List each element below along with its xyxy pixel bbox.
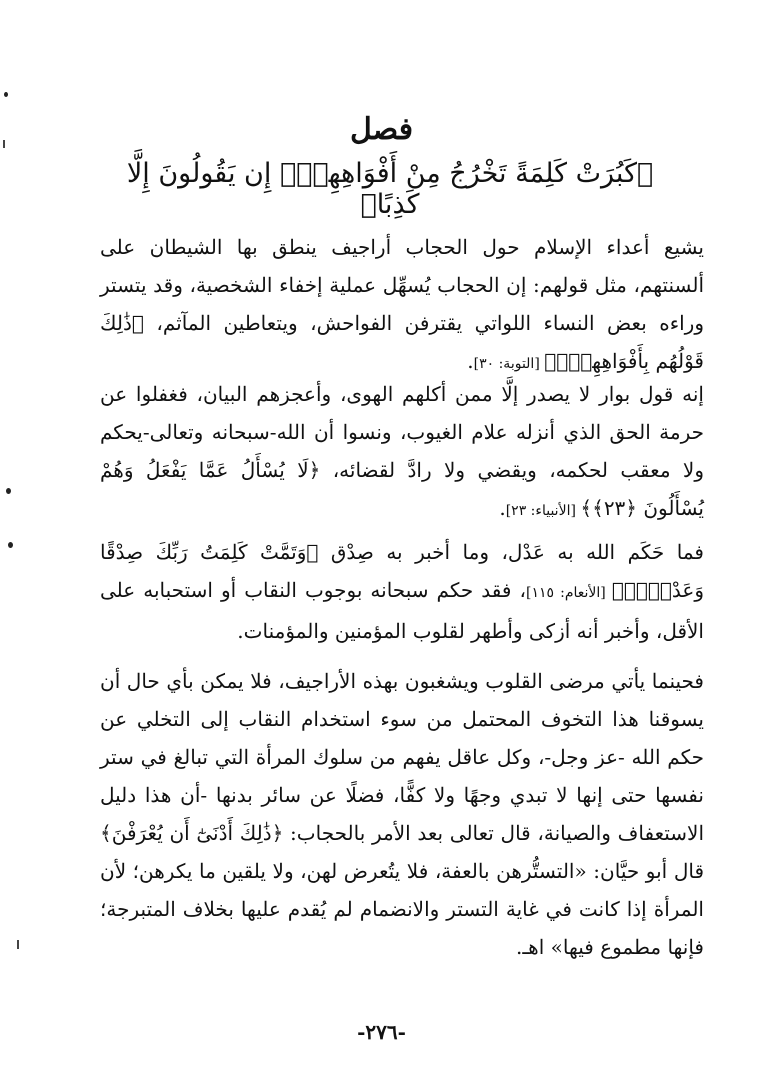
paragraph-text: إنه قول بوار لا يصدر إلَّا ممن أكلهم الهوى، وأعجزهم البيان، فغفلوا عن حرمة الحق الذي أنزله علام الغيوب، ونسوا أن الله-سبحانه وتعالى-يحكم ولا معقب لحكمه، ويقضي ولا رادَّ لقضائه، <box>100 382 704 482</box>
paragraph-end: . <box>499 496 506 520</box>
verse-reference: [الأنبياء: ٢٣] <box>505 503 581 519</box>
quran-quote: ﴿لَا يُسْأَلُ عَمَّا يَفْعَلُ وَهُمْ يُسْأَلُونَ ﴿٢٣﴾﴾ <box>100 458 704 520</box>
paragraph-end: ، فقد حكم سبحانه بوجوب النقاب أو استحبابه على الأقل، وأخبر أنه أزكى وأطهر لقلوب المؤمنين والمؤمنات. <box>100 578 704 643</box>
paragraph-3 <box>100 533 704 650</box>
quran-quote: ﴿ذَٰلِكَ قَوْلُهُم بِأَفْوَاهِهِمْۖ﴾ <box>100 311 704 373</box>
paragraph-text: يشيع أعداء الإسلام حول الحجاب أراجيف ينطق بها الشيطان على ألسنتهم، مثل قولهم: إن الحجاب يُسهِّل عملية إخفاء الشخصية، وقد يتستر وراءه بعض النساء اللواتي يقترفن الفواحش، ويتعاطين المآثم، <box>100 235 705 335</box>
scan-speck <box>8 542 13 548</box>
paragraph-2 <box>100 375 704 530</box>
page-number: -٢٧٦- <box>357 1020 406 1044</box>
heading-verse: ﴿كَبُرَتْ كَلِمَةً تَخْرُجُ مِنْ أَفْوَاهِهِمْۚ إِن يَقُولُونَ إِلَّا كَذِبًا﴾ <box>126 158 654 220</box>
paragraph-text: فحينما يأتي مرضى القلوب ويشغبون بهذه الأراجيف، فلا يمكن بأي حال أن يسوقنا هذا التخوف المحتمل من سوء استخدام النقاب إلى التخلي عن حكم الله -عز وجل-، وكل عاقل يفهم من سلوك المرأة التي تبالغ في ستر نفسها حتى إنها لا تبدي وجهًا ولا كفًّا، فضلًا عن سائر بدنها -أن هذا دليل الاستعفاف والصيانة، قال تعالى بعد الأمر بالحجاب: <box>100 669 704 845</box>
quran-quote: ﴿ذَٰلِكَ أَدْنَىٰٓ أَن يُعْرَفْنَ﴾ <box>100 821 291 845</box>
scan-speck <box>4 92 8 97</box>
scan-speck <box>17 940 19 949</box>
quran-quote: ﴿وَتَمَّتْ كَلِمَتُ رَبِّكَ صِدْقًا وَعَدْلًاۚ﴾ <box>100 540 704 602</box>
verse-reference: [التوبة: ٣٠] <box>473 356 545 372</box>
paragraph-end: قال أبو حيَّان: «التستُّرهن بالعفة، فلا يتُعرض لهن، ولا يلقين ما يكرهن؛ لأن المرأة إذا كانت في غاية التستر والانضمام لم يُقدم عليها بخلاف المتبرجة؛ فإنها مطموع فيها» اهـ. <box>100 859 704 959</box>
scan-speck <box>6 488 11 494</box>
section-title: فصل <box>349 112 414 147</box>
paragraph-4 <box>100 662 704 966</box>
paragraph-text: فما حَكَم الله به عَدْل، وما أخبر به صِدْق <box>330 540 704 564</box>
paragraph-1 <box>100 228 704 383</box>
paragraph-end: . <box>467 349 474 373</box>
verse-reference: [الأنعام: ١١٥] <box>525 585 612 601</box>
